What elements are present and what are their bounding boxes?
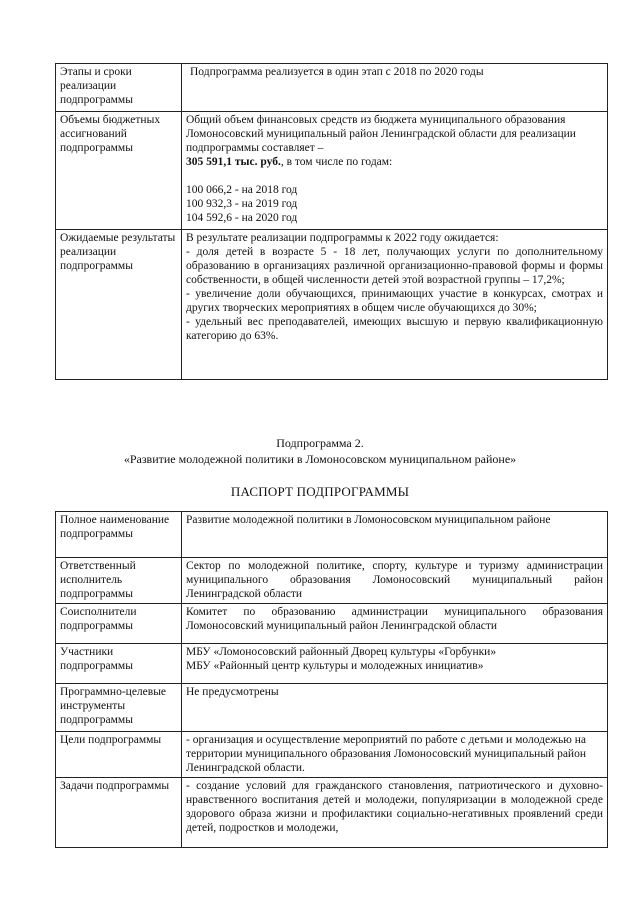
table-row xyxy=(56,558,608,604)
row-label: Задачи подпрограммы xyxy=(56,778,182,848)
table-row xyxy=(56,230,608,380)
table-row xyxy=(56,644,608,684)
passport-table xyxy=(55,511,608,848)
row-label: Полное наименование подпрограммы xyxy=(56,512,182,558)
row-value: Сектор по молодежной политике, спорту, культуре и туризму администрации муниципального образования Ломоносовский муниципальный район Ленинградской области xyxy=(182,558,608,604)
budget-results-table xyxy=(55,63,608,380)
budget-total-rest: , в том числе по годам: xyxy=(280,156,393,168)
budget-year: 100 932,3 - на 2019 год xyxy=(186,198,298,210)
passport-heading: ПАСПОРТ ПОДПРОГРАММЫ xyxy=(230,484,410,499)
budget-total xyxy=(186,155,603,169)
row-label: Программно-целевые инструменты подпрограммы xyxy=(56,684,182,732)
budget-intro: Общий объем финансовых средств из бюджета муниципального образования Ломоносовский муниципальный район Ленинградской области для реализации подпрограммы составляет – xyxy=(186,114,576,154)
participant-line: МБУ «Районный центр культуры и молодежных инициатив» xyxy=(186,660,484,672)
row-label: Цели подпрограммы xyxy=(56,732,182,778)
row-label: Этапы и сроки реализации подпрограммы xyxy=(56,64,182,112)
row-value xyxy=(182,230,608,380)
row-label: Ответственный исполнитель подпрограммы xyxy=(56,558,182,604)
result-line: - удельный вес преподавателей, имеющих высшую и первую квалификационную категорию до 63%. xyxy=(186,316,603,342)
subprogram-title: «Развитие молодежной политики в Ломоносовском муниципальном районе» xyxy=(123,452,517,466)
table-row xyxy=(56,778,608,848)
row-value xyxy=(182,112,608,230)
row-value: - организация и осуществление мероприятий по работе с детьми и молодежью на территории муниципального образования Ломоносовский муниципальный район Ленинградской области. xyxy=(182,732,608,778)
participant-line: МБУ «Ломоносовский районный Дворец культуры «Горбунки» xyxy=(186,646,497,658)
table-row xyxy=(56,512,608,558)
row-label: Объемы бюджетных ассигнований подпрограммы xyxy=(56,112,182,230)
row-label: Ожидаемые результаты реализации подпрограммы xyxy=(56,230,182,380)
row-value: Подпрограмма реализуется в один этап с 2018 по 2020 годы xyxy=(182,64,608,112)
table-row xyxy=(56,684,608,732)
row-value xyxy=(182,644,608,684)
budget-total-amount: 305 591,1 тыс. руб. xyxy=(186,156,281,168)
row-value: - создание условий для гражданского становления, патриотического и духовно-нравственного воспитания детей и молодежи, популяризации в молодежной среде здорового образа жизни и профилактики социально-негативных проявлений среди детей, подростков и молодежи, xyxy=(182,778,608,848)
result-line: В результате реализации подпрограммы к 2022 году ожидается: xyxy=(186,232,499,244)
table-row xyxy=(56,732,608,778)
row-value: Комитет по образованию администрации муниципального образования Ломоносовский муниципальный район Ленинградской области xyxy=(182,604,608,644)
subprogram-number: Подпрограмма 2. xyxy=(276,436,364,450)
budget-year: 104 592,6 - на 2020 год xyxy=(186,212,298,224)
table-row xyxy=(56,604,608,644)
row-label: Соисполнители подпрограммы xyxy=(56,604,182,644)
row-value: Не предусмотрены xyxy=(182,684,608,732)
row-value: Развитие молодежной политики в Ломоносовском муниципальном районе xyxy=(182,512,608,558)
result-line: - доля детей в возрасте 5 - 18 лет, получающих услуги по дополнительному образованию в организациях различной организационно-правовой формы и формы собственности, в общей численности детей этой возрастной группы – 17,2%; xyxy=(186,246,603,286)
row-label: Участники подпрограммы xyxy=(56,644,182,684)
budget-year: 100 066,2 - на 2018 год xyxy=(186,184,298,196)
table-row xyxy=(56,112,608,230)
result-line: - увеличение доли обучающихся, принимающих участие в конкурсах, смотрах и других творческих мероприятиях в общем числе обучающихся до 30%; xyxy=(186,288,603,314)
table-row xyxy=(56,64,608,112)
